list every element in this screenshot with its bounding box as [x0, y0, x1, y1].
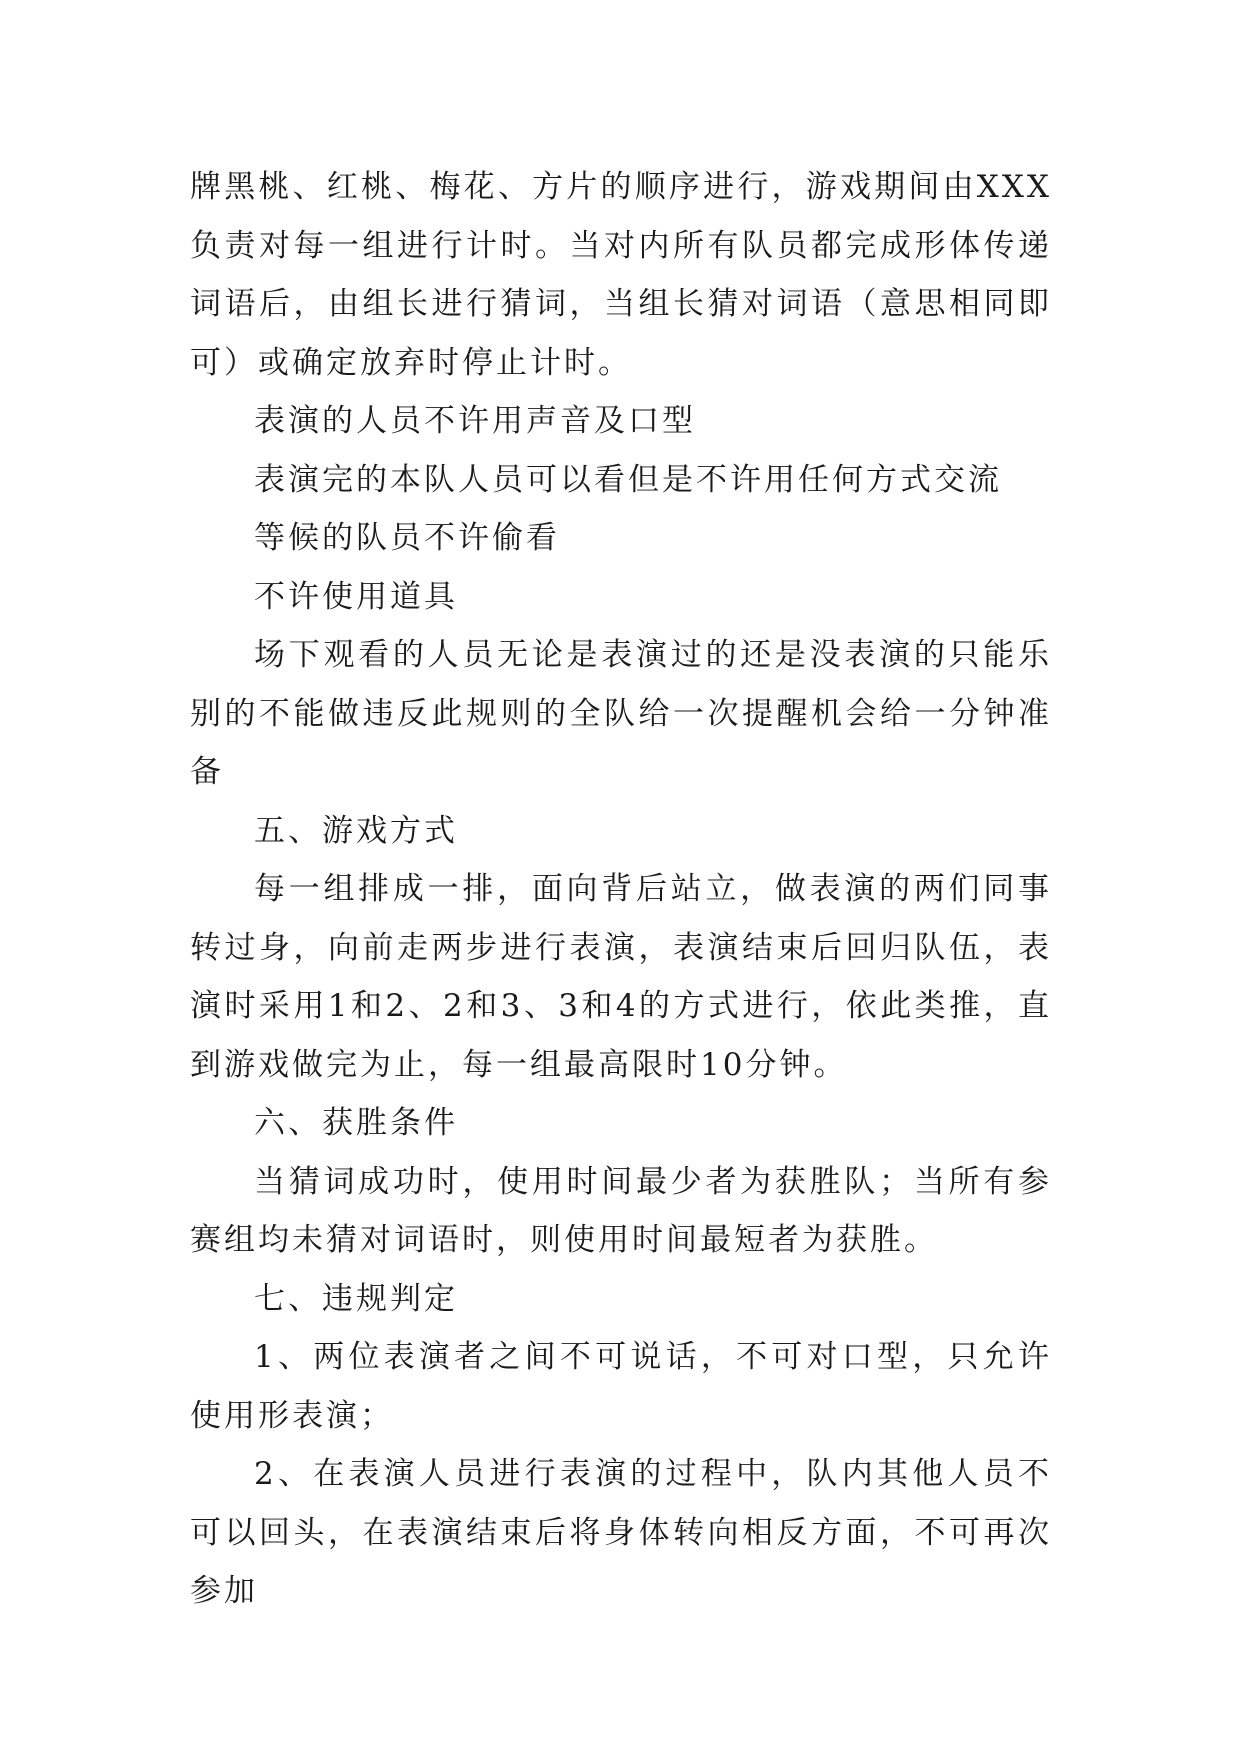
paragraph-5: 不许使用道具	[254, 578, 458, 615]
paragraph-8: 当猜词成功时，使用时间最少者为获胜队；当所有参赛组均未猜对词语时，则使用时间最短者为获胜。	[190, 1163, 1052, 1258]
paragraph-4: 等候的队员不许偷看	[254, 520, 560, 556]
paragraph-7: 每一组排成一排，面向背后站立，做表演的两们同事转过身，向前走两步进行表演，表演结束后回归队伍，表演时采用1和2、2和3、3和4的方式进行，依此类推，直到游戏做完为止，每一组最高限时10分钟。	[190, 871, 1052, 1083]
section-heading-7: 七、违规判定	[254, 1280, 458, 1317]
paragraph-6: 场下观看的人员无论是表演过的还是没表演的只能乐别的不能做违反此规则的全队给一次提醒机会给一分钟准备	[190, 637, 1052, 790]
section-heading-6: 六、获胜条件	[254, 1105, 458, 1141]
document-body	[190, 158, 1052, 1621]
paragraph-1: 牌黑桃、红桃、梅花、方片的顺序进行，游戏期间由XXX负责对每一组进行计时。当对内所有队员都完成形体传递词语后，由组长进行猜词，当组长猜对词语（意思相同即可）或确定放弃时停止计时。	[190, 169, 1052, 381]
paragraph-3: 表演完的本队人员可以看但是不许用任何方式交流	[254, 461, 1002, 498]
section-heading-5: 五、游戏方式	[254, 812, 458, 849]
paragraph-10: 2、在表演人员进行表演的过程中，队内其他人员不可以回头，在表演结束后将身体转向相反方面，不可再次参加	[190, 1456, 1052, 1609]
paragraph-9: 1、两位表演者之间不可说话，不可对口型，只允许使用形表演；	[190, 1339, 1052, 1434]
paragraph-2: 表演的人员不许用声音及口型	[254, 403, 696, 439]
